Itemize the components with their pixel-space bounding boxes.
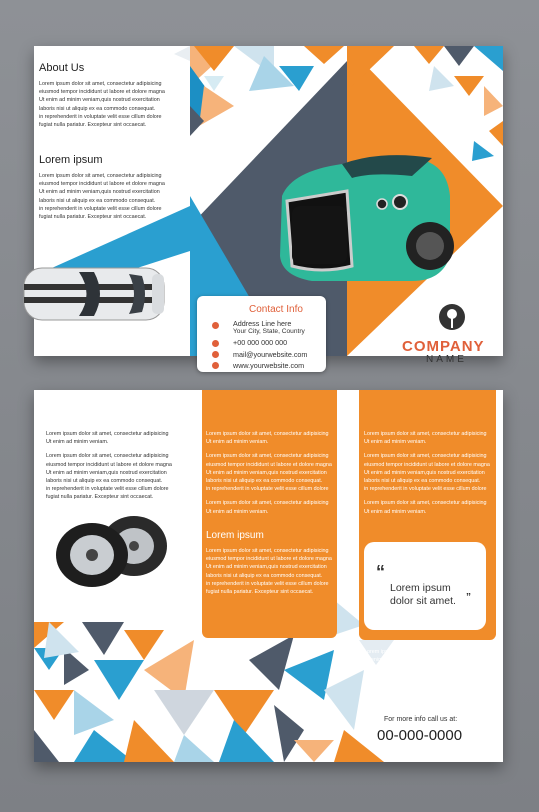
company-name-subtitle: NAME: [426, 354, 467, 365]
middle-section-body: [206, 547, 332, 596]
quote-line-1: Lorem ipsum: [390, 582, 451, 594]
contact-phone: +00 000 000 000: [233, 338, 288, 347]
quote-card: [364, 542, 486, 630]
phone-icon: [212, 340, 219, 347]
text-line: Ut enim ad minim veniam,quis nostrud exercitation: [39, 97, 160, 104]
contact-title: Contact Info: [249, 304, 303, 315]
text-line: laboris nisi ut aliquip ex ea commodo consequat.: [206, 478, 323, 485]
text-line: laboris nisi ut aliquip ex ea commodo consequat.: [206, 572, 323, 579]
text-line: Lorem ipsum dolor sit amet, consectetur adipisicing: [364, 649, 487, 655]
text-line: Ut enim ad minim veniam,quis nostrud exercitation: [364, 469, 485, 476]
text-line: Lorem ipsum dolor sit amet, consectetur adipisicing: [46, 431, 169, 437]
text-line: Ut enim ad minim veniam.: [206, 439, 269, 446]
right-column-text: [364, 430, 490, 516]
text-line: Lorem ipsum dolor sit amet, consectetur adipisicing: [39, 173, 162, 179]
contact-email: mail@yourwebsite.com: [233, 350, 308, 359]
text-line: Lorem ipsum dolor sit amet, consectetur adipisicing: [364, 671, 487, 678]
text-line: fugiat nulla pariatur. Excepteur sint occaecat.: [39, 122, 147, 129]
quote-open-icon: “: [376, 562, 385, 582]
web-icon: [212, 362, 219, 369]
contact-card: [197, 296, 326, 372]
text-line: Lorem ipsum dolor sit amet, consectetur adipisicing: [364, 500, 487, 507]
text-line: laboris nisi ut aliquip ex ea commodo consequat.: [46, 478, 163, 485]
middle-column-text: [206, 430, 332, 516]
text-line: eiusmod tempor incididunt ut labore et dolore magna: [39, 89, 165, 96]
right-bottom-text: [364, 648, 490, 687]
company-wordmark: COMPANY: [402, 338, 485, 355]
email-icon: [212, 351, 219, 358]
text-line: eiusmod tempor incididunt ut labore et dolore magna: [206, 461, 332, 468]
sports-car-image: [272, 146, 452, 286]
contact-address-line1: Address Line here: [233, 319, 292, 328]
text-line: Ut enim ad minim veniam.: [206, 508, 269, 515]
contact-website: www.yourwebsite.com: [233, 361, 305, 370]
text-line: Lorem ipsum dolor sit amet, consectetur adipisicing: [364, 431, 487, 437]
text-line: Lorem ipsum dolor sit amet, consectetur adipisicing: [46, 453, 169, 460]
text-line: Lorem ipsum dolor sit amet, consectetur adipisicing: [206, 500, 329, 507]
tires-image: [44, 513, 174, 588]
text-line: fugiat nulla pariatur. Excepteur sint occaecat.: [39, 214, 147, 221]
text-line: eiusmod tempor incididunt ut labore et dolore magna: [46, 461, 172, 468]
about-title: About Us: [39, 62, 85, 74]
text-line: Lorem ipsum dolor sit amet, consectetur adipisicing: [39, 81, 162, 87]
text-line: in reprehenderit in voluptate velit esse cillum dolore: [206, 580, 329, 587]
lorem-title: Lorem ipsum: [39, 154, 103, 166]
text-line: in reprehenderit in voluptate velit esse cillum dolore: [39, 113, 162, 120]
text-line: laboris nisi ut aliquip ex ea commodo consequat.: [364, 478, 481, 485]
about-body: [39, 80, 165, 129]
text-line: eiusmod tempor incididunt ut labore et dolore magna: [364, 461, 490, 468]
text-line: Ut enim ad minim veniam,quis nostrud exercitation: [206, 469, 327, 476]
text-line: laboris nisi ut aliquip ex ea commodo consequat.: [39, 105, 156, 112]
text-line: Ut enim ad minim veniam.: [364, 439, 427, 446]
text-line: Lorem ipsum dolor sit amet, consectetur adipisicing: [206, 453, 329, 460]
logo-icon: [438, 303, 466, 333]
more-info-label: For more info call us at:: [384, 716, 458, 723]
text-line: Ut enim ad minim veniam,quis nostrud exercitation: [206, 564, 327, 571]
text-line: Lorem ipsum dolor sit amet, consectetur adipisicing: [206, 548, 329, 554]
text-line: eiusmod tempor incididunt ut labore et dolore magna: [39, 181, 165, 188]
left-column-text: [46, 430, 172, 502]
text-line: Lorem ipsum dolor sit amet, consectetur adipisicing: [206, 431, 329, 437]
text-line: in reprehenderit in voluptate velit esse cillum dolore: [364, 486, 487, 493]
text-line: in reprehenderit in voluptate velit esse cillum dolore: [206, 486, 329, 493]
phone-number-large: 00-000-0000: [377, 727, 463, 744]
text-line: Ut enim ad minim veniam.: [46, 439, 109, 446]
quote-line-2: dolor sit amet.: [390, 595, 456, 607]
quote-close-icon: ”: [466, 592, 471, 603]
text-line: Ut enim ad minim veniam,quis nostrud exercitation: [39, 189, 160, 196]
brochure-outside: [34, 46, 503, 370]
lorem-body: [39, 172, 165, 221]
text-line: Ut enim ad minim veniam,quis nostrud exercitation: [46, 469, 167, 476]
text-line: Ut enim ad minim veniam.: [364, 657, 427, 664]
text-line: fugiat nulla pariatur. Excepteur sint occaecat.: [206, 589, 314, 596]
address-icon: [212, 322, 219, 329]
contact-address-line2: Your City, State, Country: [233, 328, 305, 335]
text-line: in reprehenderit in voluptate velit esse cillum dolore: [39, 205, 162, 212]
text-line: Lorem ipsum dolor sit amet, consectetur adipisicing: [364, 453, 487, 460]
text-line: fugiat nulla pariatur. Excepteur sint occaecat.: [46, 494, 154, 501]
text-line: laboris nisi ut aliquip ex ea commodo consequat.: [39, 197, 156, 204]
text-line: eiusmod tempor incididunt ut labore et dolore magna: [206, 556, 332, 563]
text-line: in reprehenderit in voluptate velit esse cillum dolore: [46, 486, 169, 493]
middle-section-title: Lorem ipsum: [206, 530, 264, 541]
car-top-view-image: [34, 264, 169, 324]
brochure-inside: [34, 390, 503, 762]
text-line: eiusmod tempor incididunt ut labore et dolore magna: [364, 679, 490, 686]
text-line: Ut enim ad minim veniam.: [364, 508, 427, 515]
